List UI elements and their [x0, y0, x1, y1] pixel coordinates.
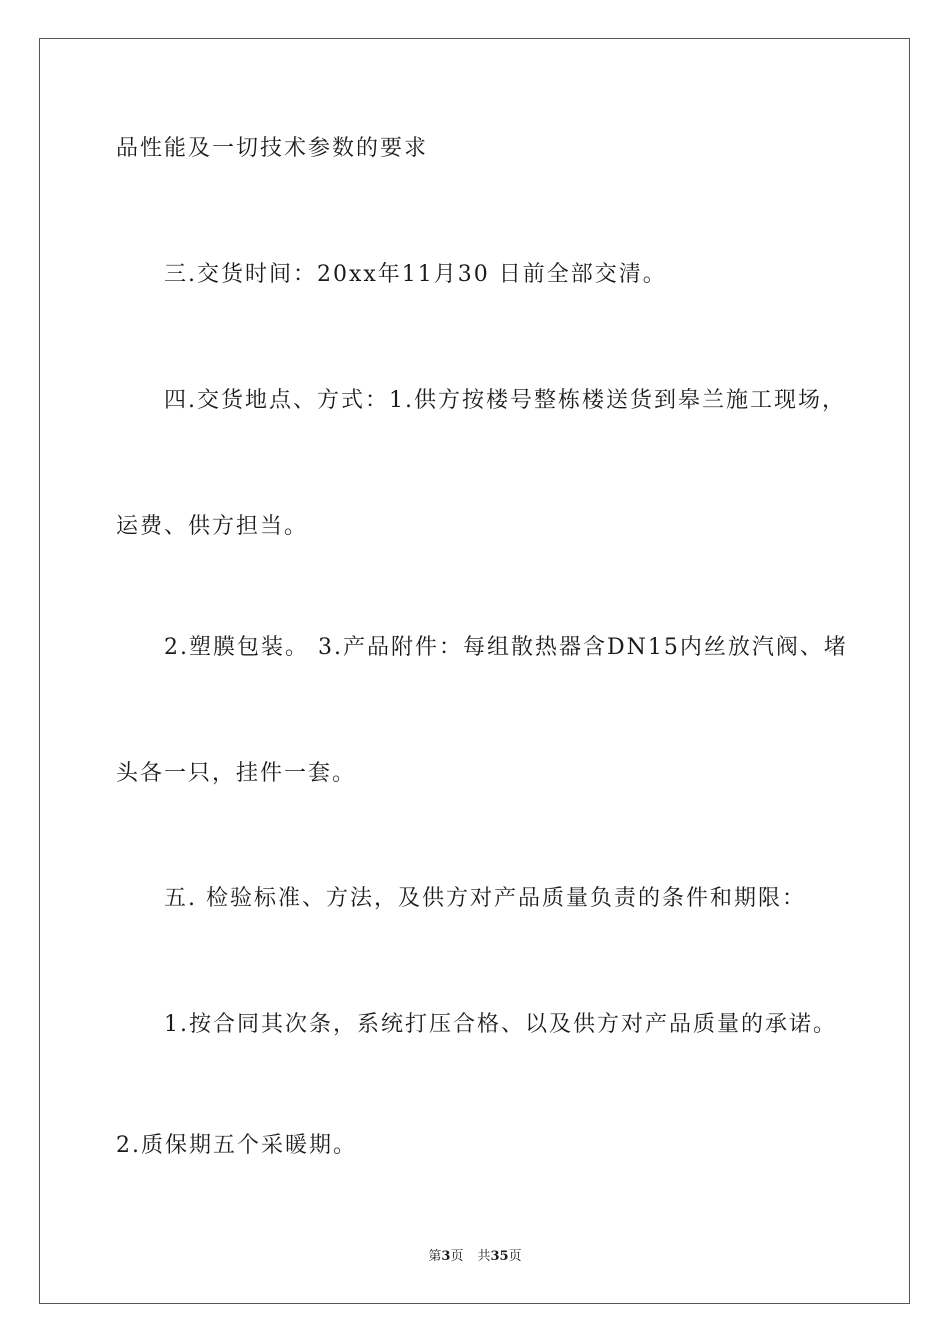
- text-line-2: 三.交货时间：20xx年11月30 日前全部交清。: [164, 262, 667, 287]
- total-pages: 35: [490, 1249, 509, 1264]
- text-line-6: 头各一只，挂件一套。: [116, 761, 357, 786]
- text-line-4: 运费、供方担当。: [116, 514, 309, 539]
- total-suffix: 页: [508, 1249, 522, 1264]
- text-line-5: 2.塑膜包装。 3.产品附件：每组散热器含DN15内丝放汽阀、堵: [164, 635, 848, 660]
- page-prefix: 第: [428, 1249, 442, 1264]
- text-line-8: 1.按合同其次条，系统打压合格、以及供方对产品质量的承诺。: [164, 1012, 837, 1037]
- page-number: 3: [441, 1249, 451, 1264]
- total-prefix: 共: [477, 1249, 491, 1264]
- text-line-7: 五. 检验标准、方法，及供方对产品质量负责的条件和期限：: [164, 886, 806, 911]
- text-line-9: 2.质保期五个采暖期。: [116, 1133, 357, 1158]
- page-suffix: 页: [450, 1249, 464, 1264]
- text-line-3: 四.交货地点、方式：1.供方按楼号整栋楼送货到皋兰施工现场，: [164, 388, 846, 413]
- text-line-1: 品性能及一切技术参数的要求: [116, 136, 429, 161]
- page-footer: [0, 1249, 950, 1265]
- page-frame: [39, 38, 910, 1304]
